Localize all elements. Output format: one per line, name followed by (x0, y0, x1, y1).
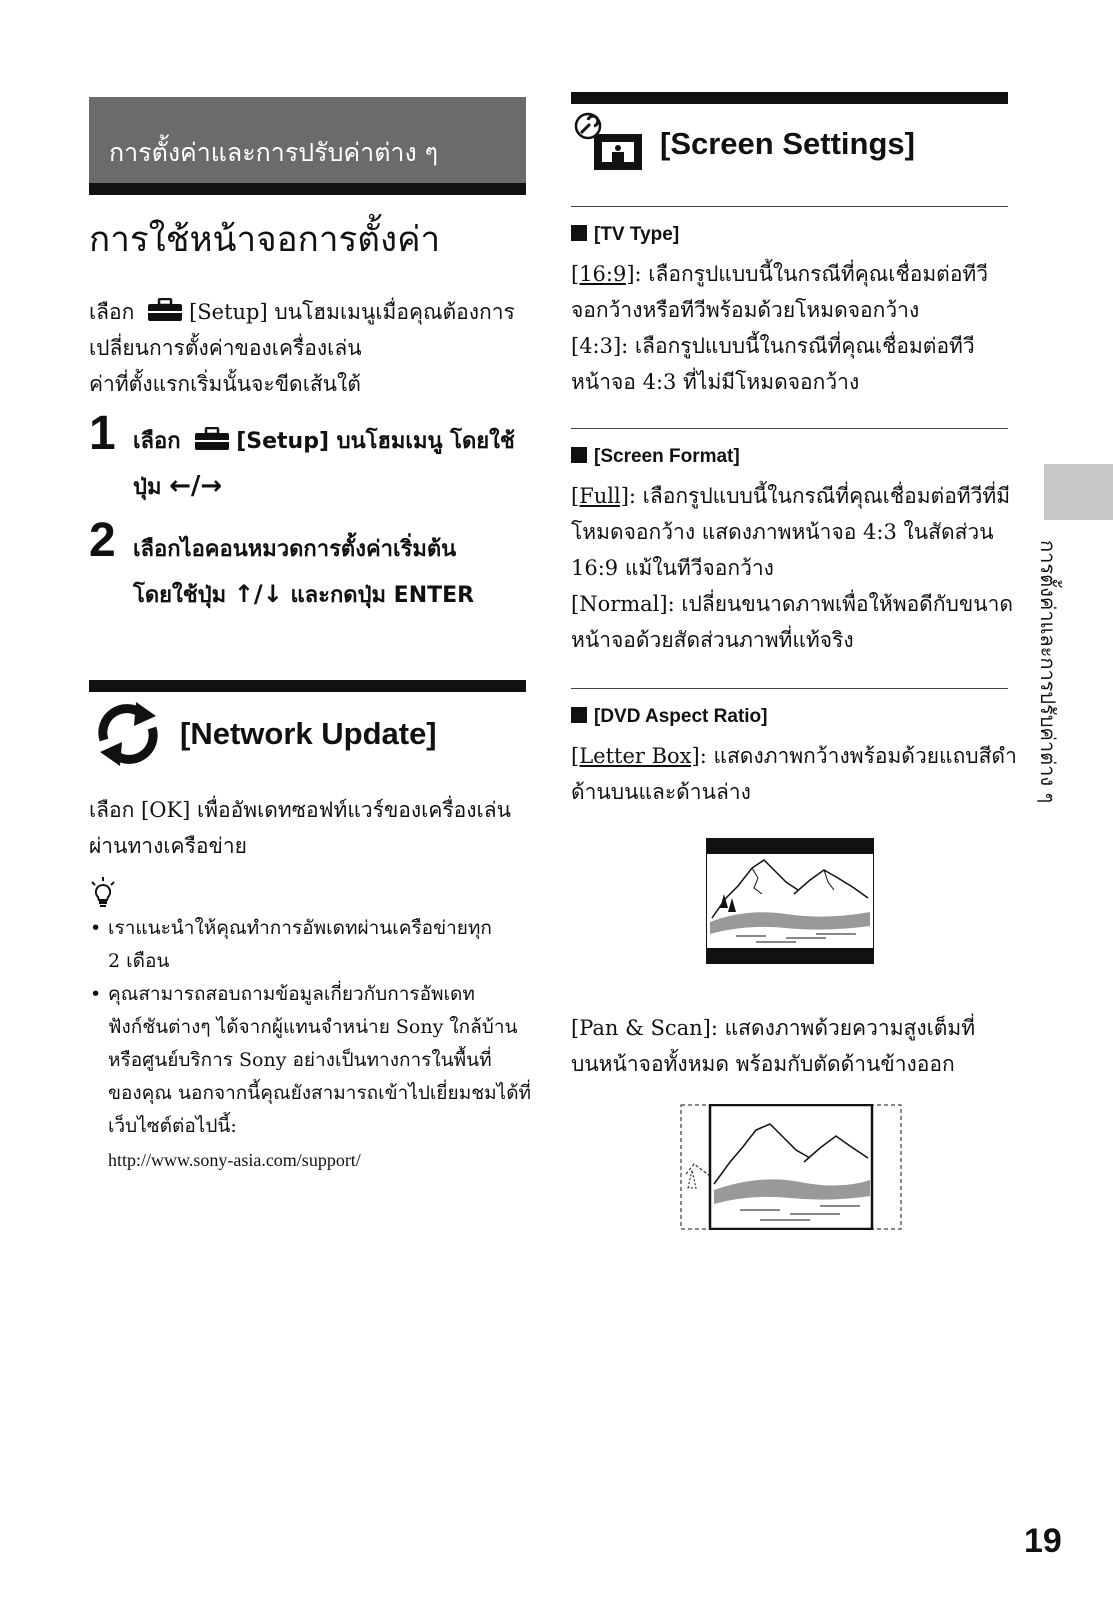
divider (571, 206, 1008, 207)
tv-type-heading: [TV Type] (571, 224, 679, 246)
divider (571, 428, 1008, 429)
section-banner (89, 97, 526, 183)
network-update-rule (89, 680, 526, 692)
page-number: 19 (1024, 1522, 1062, 1560)
toolbox-icon (194, 427, 230, 451)
tip-1: • เราแนะนำให้คุณทำการอัพเดทผ่านเครือข่ายทุก 2 เดือน (90, 917, 492, 972)
dvd-aspect-heading: [DVD Aspect Ratio] (571, 706, 767, 728)
divider (571, 688, 1008, 689)
intro-text: เลือก [Setup] บนโฮมเมนูเมื่อคุณต้องการ เปลี่ยนการตั้งค่าของเครื่องเล่น ค่าที่ตั้งแรกเริ่มนั้นจะขีดเส้นใต้ (89, 300, 515, 396)
network-update-title: [Network Update] (180, 716, 437, 751)
page-title: การใช้หน้าจอการตั้งค่า (89, 220, 441, 260)
screen-settings-rule (571, 92, 1008, 104)
step-number-2: 2 (89, 514, 116, 567)
side-tab-label: การตั้งค่าและการปรับค่าต่าง ๆ (1036, 540, 1060, 804)
support-url: http://www.sony-asia.com/support/ (108, 1150, 361, 1170)
toolbox-icon (147, 298, 183, 322)
letter-box-illustration (706, 838, 874, 964)
step-1-text: เลือก [Setup] บนโฮมเมนู โดยใช้ ปุ่ม ←/→ (133, 429, 515, 501)
refresh-icon (92, 700, 164, 768)
screen-format-text: [Full]: เลือกรูปแบบนี้ในกรณีที่คุณเชื่อมต่อทีวีที่มี โหมดจอกว้าง แสดงภาพหน้าจอ 4:3 ในสัดส่วน 16:9 แม้ในทีวีจอกว้าง [Normal]: เปลี่ยนขนาดภาพเพื่อให้พอดีกับขนาด หน้าจอด้วยสัดส่วนภาพที่แท้จริง (571, 484, 1014, 652)
letter-box-text: [Letter Box]: แสดงภาพกว้างพร้อมด้วยแถบสีดำ ด้านบนและด้านล่าง (571, 744, 1017, 804)
side-tab (1044, 464, 1113, 520)
up-down-arrows: ↑/↓ (233, 580, 283, 608)
screen-format-heading: [Screen Format] (571, 446, 740, 468)
screen-settings-title: [Screen Settings] (660, 126, 915, 161)
banner-rule (89, 183, 526, 195)
step-2-text: เลือกไอคอนหมวดการตั้งค่าเริ่มต้น โดยใช้ปุ่ม ↑/↓ และกดปุ่ม ENTER (133, 537, 475, 608)
pan-scan-illustration (680, 1104, 902, 1230)
tv-type-text: [16:9]: เลือกรูปแบบนี้ในกรณีที่คุณเชื่อมต่อทีวี จอกว้างหรือทีวีพร้อมด้วยโหมดจอกว้าง [4:3]: เลือกรูปแบบนี้ในกรณีที่คุณเชื่อมต่อทีวี หน้าจอ 4:3 ที่ไม่มีโหมดจอกว้าง (571, 262, 989, 394)
step-number-1: 1 (89, 407, 116, 460)
left-right-arrows: ←/→ (169, 471, 223, 501)
pan-scan-text: [Pan & Scan]: แสดงภาพด้วยความสูงเต็มที่ บนหน้าจอทั้งหมด พร้อมกับตัดด้านข้างออก (571, 1016, 976, 1076)
section-label: การตั้งค่าและการปรับค่าต่าง ๆ (109, 138, 439, 167)
tip-2: • คุณสามารถสอบถามข้อมูลเกี่ยวกับการอัพเดท ฟังก์ชันต่างๆ ได้จากผู้แทนจำหน่าย Sony ใกล้บ้าน หรือศูนย์บริการ Sony อย่างเป็นทางการในพื้นที่ ของคุณ นอกจากนี้คุณยังสามารถเข้าไปเยี่ยมชมได้ที่ เว็บไซต์ต่อไปนี้: (90, 983, 532, 1137)
network-update-text: เลือก [OK] เพื่ออัพเดทซอฟท์แวร์ของเครื่องเล่น ผ่านทางเครือข่าย (89, 798, 511, 858)
lightbulb-hint-icon (89, 876, 117, 908)
screen-settings-icon (574, 112, 646, 172)
